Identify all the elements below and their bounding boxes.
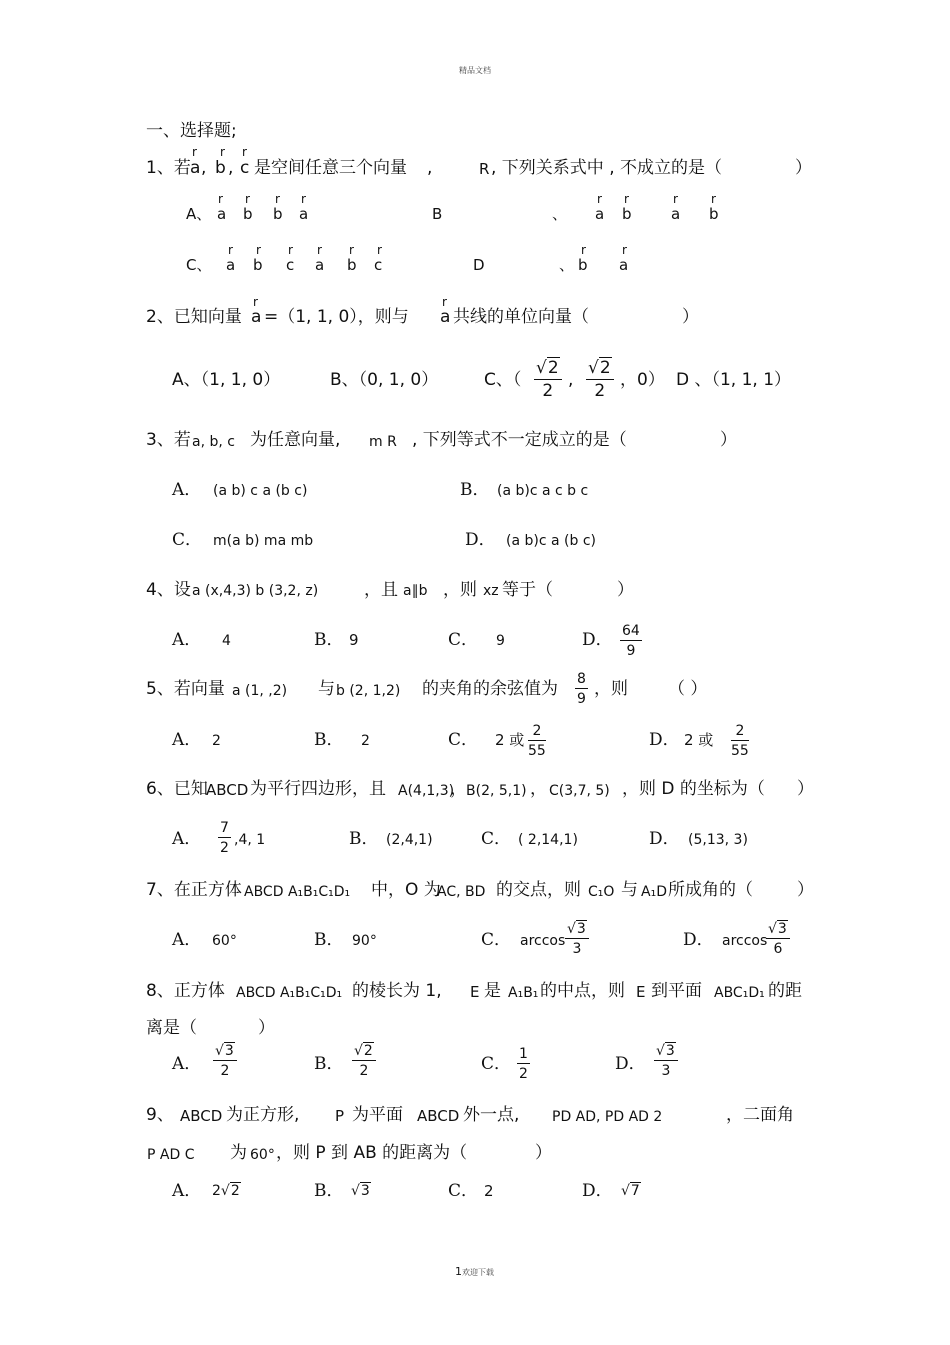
q8-prefix: 8、正方体: [146, 981, 225, 1001]
q9-abcd: ABCD: [180, 1107, 223, 1125]
q1-text2: , 下列关系式中 , 不成立的是（: [491, 158, 723, 178]
q6-option-a-rest: ,4, 1: [234, 832, 266, 848]
q6-sep: ，: [450, 779, 467, 799]
q3-m-in-r: m R: [369, 434, 397, 450]
vector-arrow: r: [301, 192, 306, 206]
q8-option-c-fraction: $\frac{1}{2}$: [519, 1046, 528, 1082]
q6-prefix: 6、已知: [146, 779, 208, 799]
q8-option-b-fraction: $\frac{√2}{2}$: [352, 1044, 376, 1078]
q2-close-paren: ）: [682, 307, 699, 327]
q4-option-c-label: C．: [448, 630, 479, 650]
q7-c1o: C₁O: [588, 884, 615, 900]
q2-option-c-sep: ,: [568, 370, 574, 390]
q8-line2: 离是（: [146, 1018, 197, 1038]
q5-option-b-label: B．: [314, 730, 344, 750]
q1-option-b-term: a: [671, 205, 681, 223]
q4-option-c: 9: [496, 633, 505, 649]
q6-text2: ，则 D 的坐标为（: [622, 779, 765, 799]
q9-option-b-label: B．: [314, 1181, 344, 1201]
q2-var-a: a: [251, 307, 262, 327]
q1-option-a-term: a: [217, 205, 227, 223]
vector-arrow: r: [442, 295, 447, 309]
q2-option-b: B、（0, 1, 0）: [330, 370, 439, 390]
q3-option-b-label: B．: [460, 480, 490, 500]
q9-angle: 60°: [250, 1147, 275, 1163]
q1-close-paren: ）: [795, 158, 812, 178]
q3-option-c: m(a b) ma mb: [213, 533, 314, 549]
vector-arrow: r: [253, 295, 258, 309]
q6-option-c-label: C．: [481, 829, 512, 849]
q7-option-a-label: A．: [172, 930, 202, 950]
q5-option-d-fraction: $\frac{2}{55}$: [731, 723, 749, 759]
vector-arrow: r: [218, 192, 223, 206]
q4-option-b-label: B．: [314, 630, 344, 650]
q6-option-b-label: B．: [349, 829, 379, 849]
q9-conditions: PD AD, PD AD 2: [552, 1109, 663, 1125]
q1-option-b-term: a: [595, 205, 605, 223]
q3-close-paren: ）: [720, 430, 737, 450]
q2-var-a: a: [440, 307, 451, 327]
q1-option-b-label: B: [432, 205, 443, 223]
q5-text: 与: [318, 679, 335, 699]
q8-option-c-label: C．: [481, 1054, 512, 1074]
q3-option-d: (a b)c a (b c): [506, 533, 596, 549]
q5-vector-b: b (2, 1,2): [336, 683, 401, 699]
q7-option-b: 90°: [352, 933, 377, 949]
q9-line2c: ，则 P 到 AB 的距离为（: [276, 1143, 468, 1163]
q1-option-c-term: a: [226, 256, 236, 274]
q4-parallel: a∥b: [403, 583, 428, 599]
q9-option-b: √3: [351, 1183, 370, 1199]
vector-arrow: r: [245, 192, 250, 206]
q9-text: 为正方形,: [226, 1105, 300, 1125]
q2-option-a: A、（1, 1, 0）: [172, 370, 281, 390]
q8-option-d-fraction: $\frac{√3}{3}$: [654, 1044, 678, 1078]
q1-option-b-term: b: [709, 205, 719, 223]
q6-text: 为平行四边形，且: [250, 779, 386, 799]
q5-text2: 的夹角的余弦值为: [422, 679, 558, 699]
q7-text4: 所成角的（: [668, 880, 753, 900]
q8-text3: 的中点，则: [540, 981, 625, 1001]
q6-option-b: (2,4,1): [386, 832, 433, 848]
q9-dihedral: P AD C: [147, 1147, 195, 1163]
vector-arrow: r: [673, 192, 678, 206]
q9-prefix: 9、: [146, 1105, 174, 1125]
vector-arrow: r: [220, 145, 225, 159]
q4-close-paren: ）: [617, 580, 634, 600]
q7-option-c-arccos: arccos: [520, 933, 566, 949]
q6-option-c: ( 2,14,1): [518, 832, 578, 848]
q1-text: 是空间任意三个向量: [254, 158, 407, 178]
q7-cube: ABCD A₁B₁C₁D₁: [244, 884, 351, 900]
q5-vector-a: a (1, ,2): [232, 683, 288, 699]
q2-option-c-suffix: ，0）: [620, 370, 665, 390]
q6-point-c: C(3,7, 5): [549, 783, 610, 799]
q5-option-d-prefix: 2 或: [684, 731, 714, 749]
q9-option-a: 2√2: [212, 1183, 240, 1199]
footer-text: 欢迎下载: [462, 1268, 494, 1277]
q1-option-d-term: a: [619, 256, 629, 274]
q8-e: E: [470, 983, 480, 1001]
q2-option-d: D 、（1, 1, 1）: [676, 370, 792, 390]
q6-abcd: ABCD: [206, 781, 249, 799]
q9-abcd: ABCD: [417, 1107, 460, 1125]
q8-option-a-fraction: $\frac{√3}{2}$: [213, 1044, 237, 1078]
q9-line2b: 为: [230, 1143, 247, 1163]
q1-comma: ,: [427, 158, 433, 178]
q3-option-a-label: A．: [172, 480, 202, 500]
q5-option-a: 2: [212, 733, 221, 749]
q9-option-d-label: D．: [582, 1181, 613, 1201]
q5-paren: （ ）: [668, 679, 708, 699]
q1-option-c-term: b: [347, 256, 357, 274]
q1-option-c-term: a: [315, 256, 325, 274]
q1-option-d-sep: 、: [559, 256, 575, 274]
q1-comma: ,: [201, 158, 207, 178]
q8-e: E: [636, 983, 646, 1001]
q4-text2: ，则: [443, 580, 477, 600]
q2-option-c-prefix: C、（: [484, 370, 522, 390]
q6-point-b: B(2, 5,1): [466, 783, 527, 799]
vector-arrow: r: [622, 243, 627, 257]
q1-option-c-label: C、: [186, 256, 212, 274]
q8-cube: ABCD A₁B₁C₁D₁: [236, 985, 343, 1001]
q1-var-c: c: [240, 158, 250, 178]
q7-prefix: 7、在正方体: [146, 880, 242, 900]
vector-arrow: r: [711, 192, 716, 206]
q2-equation: =（1, 1, 0），则与: [264, 307, 409, 327]
q3-option-d-label: D．: [465, 530, 496, 550]
q1-option-a-term: a: [299, 205, 309, 223]
q8-close-paren: ）: [258, 1018, 275, 1038]
q9-text2: 为平面: [352, 1105, 403, 1125]
q7-close-paren: ）: [797, 880, 814, 900]
vector-arrow: r: [581, 243, 586, 257]
q4-expression: a (x,4,3) b (3,2, z): [192, 583, 319, 599]
q3-text: 为任意向量,: [250, 430, 341, 450]
q1-r: R: [479, 160, 490, 178]
q4-option-a: 4: [222, 633, 231, 649]
vector-arrow: r: [597, 192, 602, 206]
q1-option-a-term: b: [273, 205, 283, 223]
q3-prefix: 3、若: [146, 430, 191, 450]
q3-vars: a, b, c: [192, 434, 235, 450]
q7-option-c-label: C．: [481, 930, 512, 950]
q5-option-c-label: C．: [448, 730, 479, 750]
q8-a1b1: A₁B₁: [508, 985, 539, 1001]
q9-option-c: 2: [484, 1182, 494, 1200]
q1-option-b-term: b: [622, 205, 632, 223]
q1-var-a: a: [190, 158, 201, 178]
q1-option-a-label: A、: [186, 205, 212, 223]
q8-option-d-label: D．: [615, 1054, 646, 1074]
q1-option-c-term: c: [374, 256, 383, 274]
vector-arrow: r: [192, 145, 197, 159]
q4-option-a-label: A．: [172, 630, 202, 650]
q8-option-b-label: B．: [314, 1054, 344, 1074]
q4-xz: xz: [483, 583, 499, 599]
q7-option-c-fraction: $\frac{√3}{3}$: [565, 922, 589, 956]
q2-option-c-fraction: $\frac{√2}{2}$: [534, 360, 562, 400]
q2-text: 共线的单位向量（: [453, 307, 589, 327]
q5-text3: ，则: [594, 679, 628, 699]
q9-p: P: [335, 1107, 345, 1125]
q6-option-a-label: A．: [172, 829, 202, 849]
page-header: 精品文档: [459, 66, 491, 75]
q5-option-d-label: D．: [649, 730, 680, 750]
q4-prefix: 4、设: [146, 580, 191, 600]
vector-arrow: r: [242, 145, 247, 159]
q7-a1d: A₁D: [641, 884, 667, 900]
vector-arrow: r: [349, 243, 354, 257]
section-title: 一、选择题;: [146, 121, 237, 141]
q3-option-b: (a b)c a c b c: [497, 483, 589, 499]
q9-option-c-label: C．: [448, 1181, 479, 1201]
vector-arrow: r: [275, 192, 280, 206]
q1-comma: ,: [228, 158, 234, 178]
q5-option-b: 2: [361, 733, 370, 749]
q8-text4: 到平面: [651, 981, 702, 1001]
q1-option-a-term: b: [243, 205, 253, 223]
q1-option-d-label: D: [473, 256, 485, 274]
q6-option-a-fraction: $\frac{7}{2}$: [220, 820, 229, 856]
q6-point-a: A(4,1,3): [398, 783, 455, 799]
q4-text: ，且: [364, 580, 398, 600]
q3-option-a: (a b) c a (b c): [213, 483, 308, 499]
q1-option-c-term: c: [286, 256, 295, 274]
q2-prefix: 2、已知向量: [146, 307, 242, 327]
q1-prefix: 1、若: [146, 158, 191, 178]
vector-arrow: r: [228, 243, 233, 257]
q6-option-d: (5,13, 3): [688, 832, 748, 848]
q6-sep: ，: [530, 779, 547, 799]
q8-plane: ABC₁D₁: [714, 985, 765, 1001]
q9-text3: 外一点,: [463, 1105, 520, 1125]
page-number: 1: [455, 1265, 462, 1278]
q7-text3: 与: [621, 880, 638, 900]
q8-option-a-label: A．: [172, 1054, 202, 1074]
vector-arrow: r: [288, 243, 293, 257]
q7-option-a: 60°: [212, 933, 237, 949]
q4-text3: 等于（: [502, 580, 553, 600]
q6-close-paren: ）: [797, 779, 814, 799]
q8-text: 的棱长为 1,: [352, 981, 442, 1001]
q7-option-d-arccos: arccos: [722, 933, 768, 949]
q1-option-c-term: b: [253, 256, 263, 274]
q1-option-d-term: b: [578, 256, 588, 274]
q4-option-d-label: D．: [582, 630, 613, 650]
q7-option-d-label: D．: [683, 930, 714, 950]
q7-ac-bd: AC, BD: [437, 884, 486, 900]
q3-option-c-label: C．: [172, 530, 203, 550]
vector-arrow: r: [317, 243, 322, 257]
q5-prefix: 5、若向量: [146, 679, 225, 699]
q5-option-c-fraction: $\frac{2}{55}$: [528, 723, 546, 759]
q5-option-a-label: A．: [172, 730, 202, 750]
q6-option-d-label: D．: [649, 829, 680, 849]
q4-option-d-fraction: $\frac{64}{9}$: [622, 623, 640, 659]
page-footer: [455, 1262, 494, 1278]
q5-cosine-fraction: $\frac{8}{9}$: [577, 671, 586, 707]
q8-text2: 是: [484, 981, 501, 1001]
q1-var-b: b: [215, 158, 226, 178]
q9-option-a-label: A．: [172, 1181, 202, 1201]
q9-text4: ，二面角: [726, 1105, 794, 1125]
vector-arrow: r: [377, 243, 382, 257]
q2-option-c-fraction: $\frac{√2}{2}$: [586, 360, 614, 400]
vector-arrow: r: [256, 243, 261, 257]
q9-option-d: √7: [621, 1183, 640, 1199]
q3-text2: , 下列等式不一定成立的是（: [412, 430, 627, 450]
q9-close-paren: ）: [535, 1143, 552, 1163]
q7-text2: 的交点，则: [496, 880, 581, 900]
vector-arrow: r: [624, 192, 629, 206]
q5-option-c-prefix: 2 或: [495, 731, 525, 749]
q7-text: 中，O 为: [371, 880, 441, 900]
q1-option-b-sep: 、: [552, 205, 568, 223]
q7-option-b-label: B．: [314, 930, 344, 950]
q4-option-b: 9: [349, 631, 359, 649]
q7-option-d-fraction: $\frac{√3}{6}$: [766, 922, 790, 956]
q8-text5: 的距: [768, 981, 802, 1001]
